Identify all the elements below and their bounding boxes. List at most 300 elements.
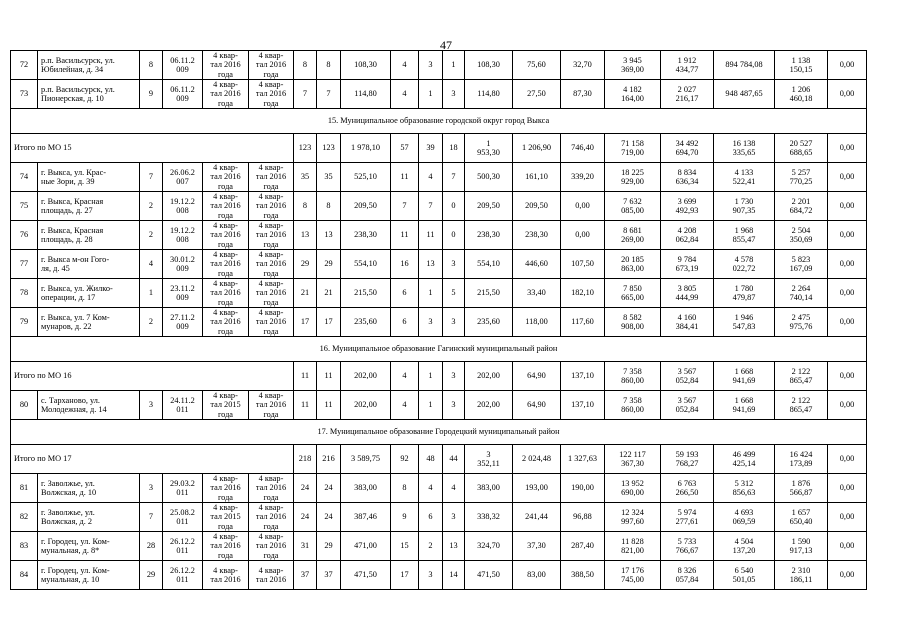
table-cell-c18: 4 504 137,20: [714, 532, 775, 561]
table-cell-c14: 1 206,90: [513, 134, 561, 163]
table-row: [11, 250, 867, 279]
section-header-row: [11, 337, 867, 362]
table-cell-c16: 7 850 665,00: [605, 279, 661, 308]
date-cell: 06.11.2 009: [163, 80, 203, 109]
table-cell-c12: 3: [443, 250, 465, 279]
table-cell-c9: 471,50: [341, 561, 391, 590]
table-cell-c13: 324,70: [465, 532, 513, 561]
table-cell-c15: 137,10: [561, 391, 605, 420]
table-cell-c20: 0,00: [828, 163, 867, 192]
table-cell-c9: 202,00: [341, 362, 391, 391]
row-number: 80: [11, 391, 38, 420]
table-cell-c8: 8: [317, 51, 341, 80]
table-cell-c16: 122 117 367,30: [605, 445, 661, 474]
table-cell-c19: 20 527 688,65: [775, 134, 828, 163]
table-cell-c3: 8: [140, 51, 163, 80]
period-cell: 4 квар- тал 2016 года: [249, 308, 294, 337]
period-cell: 4 квар- тал 2016 года: [203, 279, 249, 308]
table-cell-c18: 894 784,08: [714, 51, 775, 80]
table-cell-c20: 0,00: [828, 134, 867, 163]
table-cell-c16: 7 632 085,00: [605, 192, 661, 221]
table-cell-c7: 35: [294, 163, 317, 192]
table-cell-c8: 21: [317, 279, 341, 308]
address-cell: с. Тарханово, ул. Молодежная, д. 14: [38, 391, 140, 420]
address-cell: г. Заволжье, ул. Волжская, д. 2: [38, 503, 140, 532]
period-cell: 4 квар- тал 2016 года: [249, 503, 294, 532]
table-cell-c17: 9 784 673,19: [661, 250, 714, 279]
table-cell-c19: 2 475 975,76: [775, 308, 828, 337]
table-cell-c14: 161,10: [513, 163, 561, 192]
table-cell-c8: 37: [317, 561, 341, 590]
table-cell-c15: 32,70: [561, 51, 605, 80]
period-cell: 4 квар- тал 2016 года: [249, 221, 294, 250]
table-cell-c16: 18 225 929,00: [605, 163, 661, 192]
date-cell: 30.01.2 009: [163, 250, 203, 279]
table-cell-c10: 11: [391, 221, 419, 250]
table-row: [11, 163, 867, 192]
section-title: 15. Муниципальное образование городской округ город Выкса: [11, 109, 867, 134]
total-label: Итого по МО 15: [11, 134, 294, 163]
table-cell-c12: 3: [443, 391, 465, 420]
table-cell-c17: 8 834 636,34: [661, 163, 714, 192]
row-number: 74: [11, 163, 38, 192]
table-cell-c19: 1 876 566,87: [775, 474, 828, 503]
table-cell-c18: 4 693 069,59: [714, 503, 775, 532]
table-row: [11, 51, 867, 80]
table-cell-c18: 4 133 522,41: [714, 163, 775, 192]
table-cell-c14: 241,44: [513, 503, 561, 532]
table-cell-c20: 0,00: [828, 561, 867, 590]
period-cell: 4 квар- тал 2016: [203, 561, 249, 590]
table-cell-c11: 48: [419, 445, 443, 474]
total-row: [11, 362, 867, 391]
address-cell: р.п. Васильсурск, ул. Юбилейная, д. 34: [38, 51, 140, 80]
table-cell-c3: 3: [140, 391, 163, 420]
table-cell-c19: 2 504 350,69: [775, 221, 828, 250]
table-cell-c15: 0,00: [561, 192, 605, 221]
date-cell: 19.12.2 008: [163, 192, 203, 221]
table-cell-c15: 137,10: [561, 362, 605, 391]
table-cell-c3: 4: [140, 250, 163, 279]
date-cell: 26.12.2 011: [163, 532, 203, 561]
date-cell: 06.11.2 009: [163, 51, 203, 80]
table-cell-c20: 0,00: [828, 308, 867, 337]
table-cell-c8: 24: [317, 503, 341, 532]
row-number: 76: [11, 221, 38, 250]
address-cell: г. Выкса, Красная площадь, д. 28: [38, 221, 140, 250]
table-cell-c3: 9: [140, 80, 163, 109]
table-cell-c17: 5 733 766,67: [661, 532, 714, 561]
table-row: [11, 503, 867, 532]
table-row: [11, 279, 867, 308]
table-cell-c10: 11: [391, 163, 419, 192]
table-cell-c7: 8: [294, 192, 317, 221]
table-cell-c10: 6: [391, 308, 419, 337]
table-cell-c7: 11: [294, 362, 317, 391]
date-cell: 19.12.2 008: [163, 221, 203, 250]
table-cell-c17: 34 492 694,70: [661, 134, 714, 163]
address-cell: г. Городец, ул. Ком- мунальная, д. 8*: [38, 532, 140, 561]
total-row: [11, 445, 867, 474]
table-cell-c14: 37,30: [513, 532, 561, 561]
table-cell-c10: 92: [391, 445, 419, 474]
table-cell-c7: 21: [294, 279, 317, 308]
table-cell-c14: 209,50: [513, 192, 561, 221]
table-cell-c19: 2 201 684,72: [775, 192, 828, 221]
table-cell-c17: 3 805 444,99: [661, 279, 714, 308]
table-cell-c9: 387,46: [341, 503, 391, 532]
table-cell-c17: 1 912 434,77: [661, 51, 714, 80]
table-cell-c8: 13: [317, 221, 341, 250]
total-label: Итого по МО 17: [11, 445, 294, 474]
date-cell: 29.03.2 011: [163, 474, 203, 503]
table-cell-c17: 59 193 768,27: [661, 445, 714, 474]
table-cell-c12: 18: [443, 134, 465, 163]
table-cell-c18: 1 968 855,47: [714, 221, 775, 250]
table-cell-c7: 7: [294, 80, 317, 109]
table-cell-c11: 4: [419, 474, 443, 503]
table-cell-c8: 29: [317, 250, 341, 279]
date-cell: 26.12.2 011: [163, 561, 203, 590]
table-cell-c13: 235,60: [465, 308, 513, 337]
table-cell-c12: 7: [443, 163, 465, 192]
table-cell-c19: 1 138 150,15: [775, 51, 828, 80]
table-cell-c14: 75,60: [513, 51, 561, 80]
period-cell: 4 квар- тал 2016 года: [249, 474, 294, 503]
row-number: 72: [11, 51, 38, 80]
table-cell-c14: 2 024,48: [513, 445, 561, 474]
table-cell-c9: 554,10: [341, 250, 391, 279]
table-cell-c9: 108,30: [341, 51, 391, 80]
table-row: [11, 532, 867, 561]
table-cell-c15: 1 327,63: [561, 445, 605, 474]
table-row: [11, 221, 867, 250]
period-cell: 4 квар- тал 2016 года: [203, 308, 249, 337]
table-cell-c9: 383,00: [341, 474, 391, 503]
total-label: Итого по МО 16: [11, 362, 294, 391]
row-number: 81: [11, 474, 38, 503]
table-cell-c19: 2 310 186,11: [775, 561, 828, 590]
table-cell-c19: 16 424 173,89: [775, 445, 828, 474]
table-cell-c12: 3: [443, 308, 465, 337]
table-cell-c11: 1: [419, 80, 443, 109]
table-cell-c11: 1: [419, 279, 443, 308]
period-cell: 4 квар- тал 2015 года: [203, 391, 249, 420]
table-cell-c9: 238,30: [341, 221, 391, 250]
table-cell-c10: 57: [391, 134, 419, 163]
table-cell-c15: 287,40: [561, 532, 605, 561]
period-cell: 4 квар- тал 2016 года: [249, 250, 294, 279]
table-cell-c17: 3 699 492,93: [661, 192, 714, 221]
table-cell-c8: 7: [317, 80, 341, 109]
date-cell: 24.11.2 011: [163, 391, 203, 420]
section-title: 17. Муниципальное образование Городецкий муниципальный район: [11, 420, 867, 445]
table-cell-c16: 12 324 997,60: [605, 503, 661, 532]
table-cell-c13: 383,00: [465, 474, 513, 503]
table-cell-c14: 64,90: [513, 362, 561, 391]
period-cell: 4 квар- тал 2016 года: [249, 51, 294, 80]
table-cell-c7: 24: [294, 474, 317, 503]
table-cell-c18: 4 578 022,72: [714, 250, 775, 279]
table-body: [11, 51, 867, 590]
table-cell-c10: 9: [391, 503, 419, 532]
table-cell-c10: 16: [391, 250, 419, 279]
table-cell-c12: 0: [443, 192, 465, 221]
table-cell-c14: 64,90: [513, 391, 561, 420]
table-cell-c9: 3 589,75: [341, 445, 391, 474]
period-cell: 4 квар- тал 2016 года: [203, 192, 249, 221]
table-cell-c8: 216: [317, 445, 341, 474]
table-cell-c16: 71 158 719,00: [605, 134, 661, 163]
period-cell: 4 квар- тал 2016 года: [203, 532, 249, 561]
table-cell-c7: 29: [294, 250, 317, 279]
table-cell-c15: 182,10: [561, 279, 605, 308]
table-cell-c20: 0,00: [828, 250, 867, 279]
table-cell-c17: 2 027 216,17: [661, 80, 714, 109]
table-cell-c13: 1 953,30: [465, 134, 513, 163]
table-cell-c16: 3 945 369,00: [605, 51, 661, 80]
period-cell: 4 квар- тал 2016 года: [203, 51, 249, 80]
row-number: 82: [11, 503, 38, 532]
table-cell-c8: 123: [317, 134, 341, 163]
table-cell-c18: 1 946 547,83: [714, 308, 775, 337]
address-cell: р.п. Васильсурск, ул. Пионерская, д. 10: [38, 80, 140, 109]
address-cell: г. Выкса, Красная площадь, д. 27: [38, 192, 140, 221]
address-cell: г. Заволжье, ул. Волжская, д. 10: [38, 474, 140, 503]
table-cell-c14: 193,00: [513, 474, 561, 503]
table-cell-c16: 11 828 821,00: [605, 532, 661, 561]
table-cell-c20: 0,00: [828, 192, 867, 221]
table-cell-c11: 3: [419, 51, 443, 80]
table-cell-c12: 4: [443, 474, 465, 503]
table-cell-c15: 107,50: [561, 250, 605, 279]
table-cell-c8: 11: [317, 391, 341, 420]
section-title: 16. Муниципальное образование Гагинский муниципальный район: [11, 337, 867, 362]
period-cell: 4 квар- тал 2016 года: [203, 250, 249, 279]
table-cell-c16: 13 952 690,00: [605, 474, 661, 503]
date-cell: 23.11.2 009: [163, 279, 203, 308]
table-cell-c3: 2: [140, 308, 163, 337]
table-cell-c18: 1 668 941,69: [714, 391, 775, 420]
table-cell-c20: 0,00: [828, 51, 867, 80]
table-cell-c11: 1: [419, 362, 443, 391]
table-cell-c15: 190,00: [561, 474, 605, 503]
table-cell-c8: 35: [317, 163, 341, 192]
table-cell-c15: 117,60: [561, 308, 605, 337]
table-cell-c13: 209,50: [465, 192, 513, 221]
row-number: 75: [11, 192, 38, 221]
table-cell-c8: 8: [317, 192, 341, 221]
housing-program-table: [10, 50, 867, 590]
table-cell-c13: 108,30: [465, 51, 513, 80]
table-cell-c18: 1 780 479,87: [714, 279, 775, 308]
row-number: 73: [11, 80, 38, 109]
table-cell-c12: 0: [443, 221, 465, 250]
table-cell-c20: 0,00: [828, 80, 867, 109]
table-cell-c3: 2: [140, 192, 163, 221]
table-cell-c9: 525,10: [341, 163, 391, 192]
table-cell-c11: 3: [419, 308, 443, 337]
table-cell-c18: 948 487,65: [714, 80, 775, 109]
table-cell-c9: 1 978,10: [341, 134, 391, 163]
date-cell: 27.11.2 009: [163, 308, 203, 337]
table-cell-c12: 5: [443, 279, 465, 308]
table-cell-c17: 4 208 062,84: [661, 221, 714, 250]
table-cell-c13: 114,80: [465, 80, 513, 109]
period-cell: 4 квар- тал 2016 года: [249, 80, 294, 109]
table-cell-c16: 17 176 745,00: [605, 561, 661, 590]
period-cell: 4 квар- тал 2016 года: [249, 279, 294, 308]
table-cell-c17: 4 160 384,41: [661, 308, 714, 337]
date-cell: 25.08.2 011: [163, 503, 203, 532]
table-cell-c14: 446,60: [513, 250, 561, 279]
table-cell-c13: 215,50: [465, 279, 513, 308]
table-cell-c19: 2 122 865,47: [775, 391, 828, 420]
table-cell-c19: 1 206 460,18: [775, 80, 828, 109]
table-cell-c12: 1: [443, 51, 465, 80]
table-cell-c12: 3: [443, 362, 465, 391]
table-cell-c13: 471,50: [465, 561, 513, 590]
table-cell-c16: 7 358 860,00: [605, 391, 661, 420]
table-cell-c18: 1 730 907,35: [714, 192, 775, 221]
table-cell-c13: 500,30: [465, 163, 513, 192]
table-cell-c10: 4: [391, 391, 419, 420]
table-cell-c3: 7: [140, 163, 163, 192]
address-cell: г. Выкса, ул. 7 Ком- мунаров, д. 22: [38, 308, 140, 337]
table-cell-c18: 16 138 335,65: [714, 134, 775, 163]
table-cell-c10: 4: [391, 51, 419, 80]
period-cell: 4 квар- тал 2016 года: [203, 221, 249, 250]
table-cell-c15: 388,50: [561, 561, 605, 590]
table-cell-c15: 87,30: [561, 80, 605, 109]
table-cell-c9: 202,00: [341, 391, 391, 420]
table-row: [11, 308, 867, 337]
table-cell-c11: 1: [419, 391, 443, 420]
table-cell-c7: 17: [294, 308, 317, 337]
table-cell-c20: 0,00: [828, 445, 867, 474]
period-cell: 4 квар- тал 2016 года: [249, 532, 294, 561]
table-cell-c13: 202,00: [465, 362, 513, 391]
table-cell-c13: 554,10: [465, 250, 513, 279]
address-cell: г. Выкса, ул. Крас- ные Зори, д. 39: [38, 163, 140, 192]
table-cell-c7: 31: [294, 532, 317, 561]
table-cell-c14: 118,00: [513, 308, 561, 337]
table-cell-c17: 6 763 266,50: [661, 474, 714, 503]
period-cell: 4 квар- тал 2016 года: [203, 80, 249, 109]
table-cell-c13: 238,30: [465, 221, 513, 250]
table-cell-c7: 123: [294, 134, 317, 163]
table-cell-c16: 8 681 269,00: [605, 221, 661, 250]
table-cell-c15: 339,20: [561, 163, 605, 192]
table-cell-c9: 235,60: [341, 308, 391, 337]
row-number: 84: [11, 561, 38, 590]
table-cell-c8: 11: [317, 362, 341, 391]
table-cell-c14: 238,30: [513, 221, 561, 250]
table-cell-c20: 0,00: [828, 391, 867, 420]
table-cell-c17: 3 567 052,84: [661, 362, 714, 391]
table-cell-c20: 0,00: [828, 532, 867, 561]
row-number: 77: [11, 250, 38, 279]
row-number: 83: [11, 532, 38, 561]
table-cell-c20: 0,00: [828, 503, 867, 532]
table-cell-c3: 7: [140, 503, 163, 532]
table-cell-c14: 83,00: [513, 561, 561, 590]
table-cell-c8: 29: [317, 532, 341, 561]
table-cell-c10: 4: [391, 362, 419, 391]
period-cell: 4 квар- тал 2016 года: [203, 474, 249, 503]
table-cell-c16: 8 582 908,00: [605, 308, 661, 337]
address-cell: г. Городец, ул. Ком- мунальная, д. 10: [38, 561, 140, 590]
table-cell-c11: 2: [419, 532, 443, 561]
table-cell-c3: 1: [140, 279, 163, 308]
row-number: 79: [11, 308, 38, 337]
table-cell-c19: 5 823 167,09: [775, 250, 828, 279]
table-cell-c8: 17: [317, 308, 341, 337]
table-row: [11, 391, 867, 420]
table-cell-c13: 338,32: [465, 503, 513, 532]
table-cell-c11: 3: [419, 561, 443, 590]
period-cell: 4 квар- тал 2016 года: [249, 192, 294, 221]
table-cell-c10: 8: [391, 474, 419, 503]
table-cell-c15: 0,00: [561, 221, 605, 250]
table-cell-c9: 471,00: [341, 532, 391, 561]
table-cell-c17: 8 326 057,84: [661, 561, 714, 590]
table-cell-c19: 2 264 740,14: [775, 279, 828, 308]
table-cell-c14: 33,40: [513, 279, 561, 308]
date-cell: 26.06.2 007: [163, 163, 203, 192]
table-cell-c17: 5 974 277,61: [661, 503, 714, 532]
table-cell-c15: 746,40: [561, 134, 605, 163]
table-cell-c10: 7: [391, 192, 419, 221]
table-cell-c19: 1 657 650,40: [775, 503, 828, 532]
table-cell-c12: 3: [443, 503, 465, 532]
table-cell-c18: 46 499 425,14: [714, 445, 775, 474]
table-cell-c7: 13: [294, 221, 317, 250]
table-row: [11, 80, 867, 109]
table-cell-c16: 4 182 164,00: [605, 80, 661, 109]
table-row: [11, 192, 867, 221]
table-cell-c9: 215,50: [341, 279, 391, 308]
table-cell-c20: 0,00: [828, 221, 867, 250]
table-cell-c7: 218: [294, 445, 317, 474]
table-cell-c12: 44: [443, 445, 465, 474]
table-cell-c20: 0,00: [828, 474, 867, 503]
row-number: 78: [11, 279, 38, 308]
table-cell-c20: 0,00: [828, 279, 867, 308]
table-row: [11, 561, 867, 590]
period-cell: 4 квар- тал 2016 года: [249, 163, 294, 192]
table-cell-c7: 24: [294, 503, 317, 532]
table-cell-c16: 7 358 860,00: [605, 362, 661, 391]
table-cell-c10: 6: [391, 279, 419, 308]
table-cell-c11: 4: [419, 163, 443, 192]
housing-program-table-container: [10, 50, 867, 590]
table-cell-c14: 27,50: [513, 80, 561, 109]
address-cell: г. Выкса м-он Гого- ля, д. 45: [38, 250, 140, 279]
table-cell-c17: 3 567 052,84: [661, 391, 714, 420]
period-cell: 4 квар- тал 2016 года: [203, 163, 249, 192]
table-cell-c19: 1 590 917,13: [775, 532, 828, 561]
section-header-row: [11, 420, 867, 445]
table-cell-c13: 3 352,11: [465, 445, 513, 474]
table-cell-c3: 29: [140, 561, 163, 590]
table-cell-c19: 5 257 770,25: [775, 163, 828, 192]
table-cell-c18: 1 668 941,69: [714, 362, 775, 391]
table-cell-c19: 2 122 865,47: [775, 362, 828, 391]
table-cell-c18: 6 540 501,05: [714, 561, 775, 590]
table-cell-c9: 209,50: [341, 192, 391, 221]
table-cell-c11: 7: [419, 192, 443, 221]
